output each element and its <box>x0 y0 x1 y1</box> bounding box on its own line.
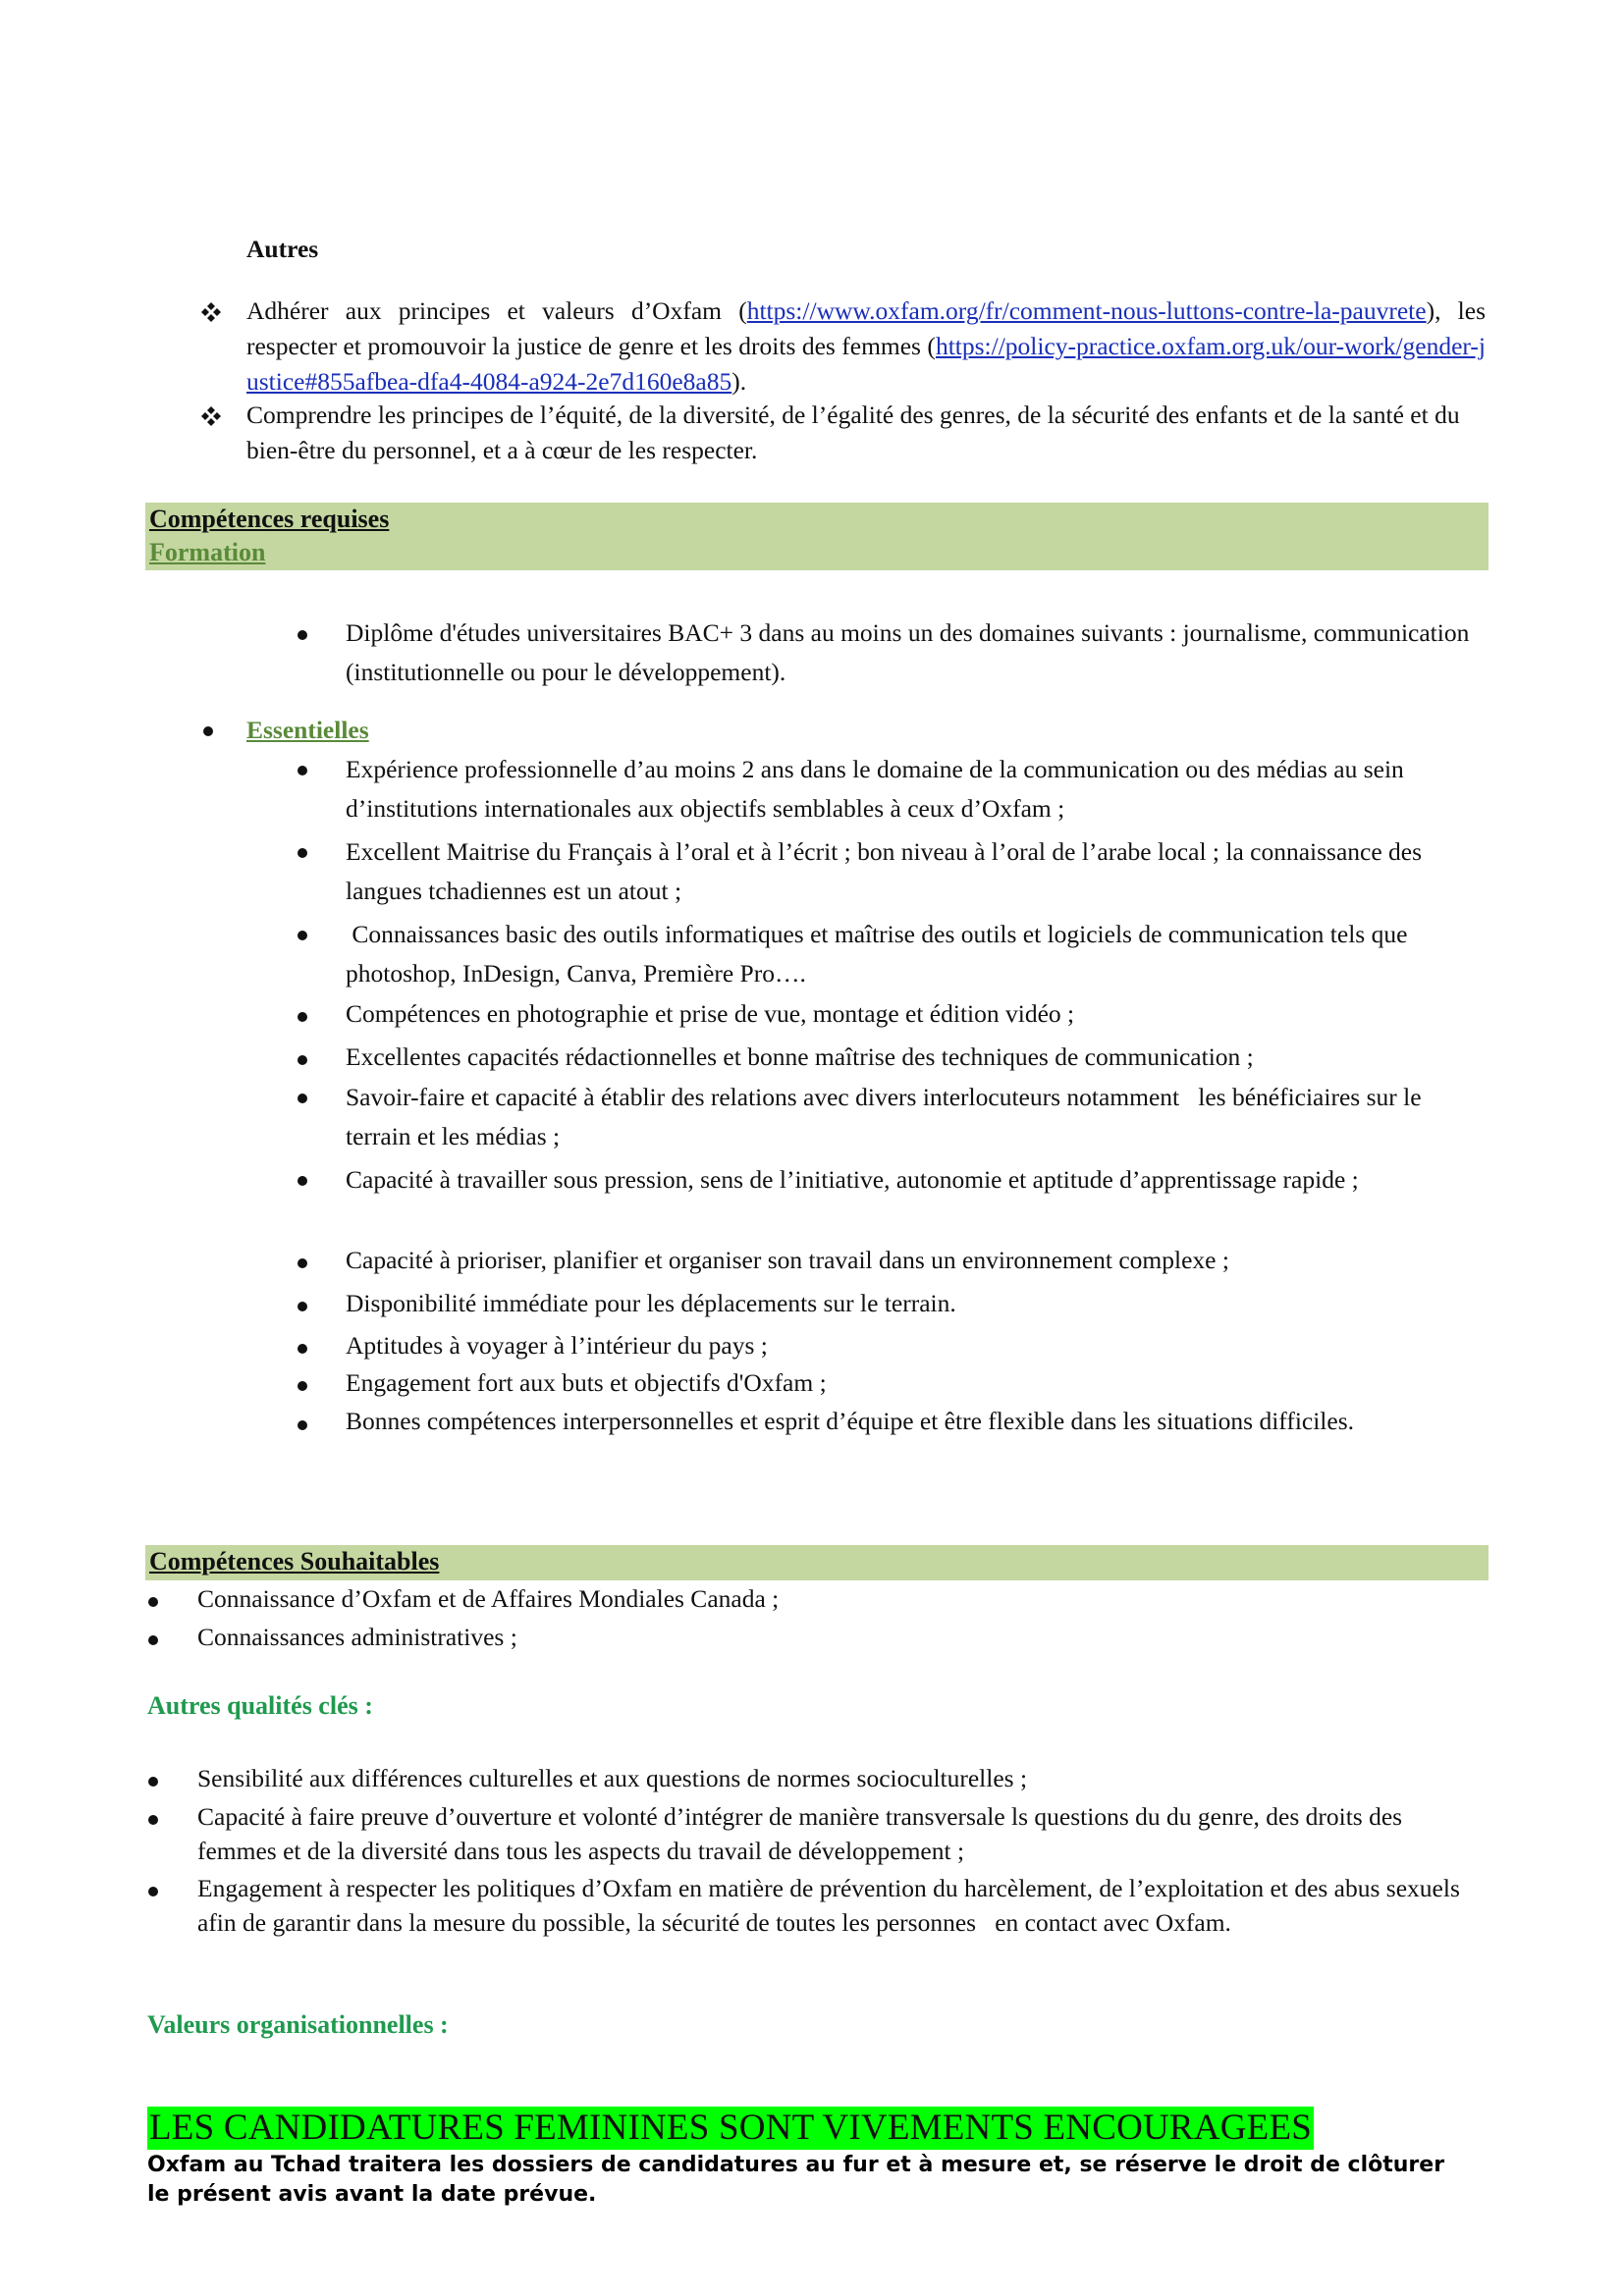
formation-label: Formation <box>149 538 266 566</box>
qualite-item: Capacité à faire preuve d’ouverture et volonté d’intégrer de manière transversale ls questions du du genre, des droits des femmes et de la diversité dans tous les aspects du travail de développement ; <box>197 1802 1403 1865</box>
bullet-icon <box>298 1094 307 1103</box>
competences-requises-band <box>145 503 1489 570</box>
competences-souhaitables-band <box>145 1545 1489 1580</box>
essentielle-item: Disponibilité immédiate pour les déplacements sur le terrain. <box>346 1289 956 1317</box>
bullet-icon <box>148 1887 158 1896</box>
essentielle-item: Engagement fort aux buts et objectifs d'Oxfam ; <box>346 1368 827 1397</box>
bullet-icon <box>298 931 307 940</box>
souhaitable-item: Connaissances administratives ; <box>197 1623 517 1651</box>
bullet-icon <box>298 1420 307 1430</box>
bullet-icon <box>298 1176 307 1186</box>
essentielle-item: Compétences en photographie et prise de vue, montage et édition vidéo ; <box>346 999 1075 1028</box>
qualite-item: Sensibilité aux différences culturelles et aux questions de normes socioculturelles ; <box>197 1764 1028 1792</box>
essentielle-item: Aptitudes à voyager à l’intérieur du pays ; <box>346 1331 768 1360</box>
valeurs-title: Valeurs organisationnelles : <box>147 2010 449 2039</box>
competences-souhaitables-title: Compétences Souhaitables <box>149 1547 440 1575</box>
oxfam-values-link[interactable]: https://www.oxfam.org/fr/comment-nous-luttons-contre-la-pauvrete <box>746 296 1427 325</box>
autres-item-principes: Adhérer aux principes et valeurs d’Oxfam (https://www.oxfam.org/fr/comment-nous-luttons-contre-la-pauvrete), les respecter et promouvoir la justice de genre et les droits des femmes (https://policy-practice.oxfam.org.uk/our-work/gender-justice#855afbea-dfa4-4084-a924-2e7d160e8a85). <box>246 296 1487 396</box>
bullet-icon <box>298 766 307 775</box>
bullet-icon <box>298 1381 307 1391</box>
bullet-icon <box>298 1344 307 1354</box>
formation-item: Diplôme d'études universitaires BAC+ 3 dans au moins un des domaines suivants : journalisme, communication (institutionnelle ou pour le développement). <box>346 618 1470 686</box>
essentielle-item: Excellentes capacités rédactionnelles et bonne maîtrise des techniques de communication ; <box>346 1042 1254 1071</box>
candidatures-feminines-banner: LES CANDIDATURES FEMININES SONT VIVEMENTS ENCOURAGEES <box>149 2108 1313 2148</box>
essentielle-item: Capacité à prioriser, planifier et organiser son travail dans un environnement complexe ; <box>346 1246 1229 1274</box>
autres-item-equite: Comprendre les principes de l’équité, de la diversité, de l’égalité des genres, de la sécurité des enfants et de la santé et du bien-être du personnel, et a à cœur de les respecter. <box>246 400 1460 464</box>
bullet-icon <box>148 1815 158 1825</box>
autres-qualites-title: Autres qualités clés : <box>147 1691 373 1720</box>
bullet-icon <box>298 1055 307 1065</box>
souhaitable-item: Connaissance d’Oxfam et de Affaires Mondiales Canada ; <box>197 1584 780 1613</box>
bullet-icon <box>148 1777 158 1787</box>
bullet-icon <box>298 1258 307 1268</box>
essentielle-item: Expérience professionnelle d’au moins 2 ans dans le domaine de la communication ou des médias au sein d’institutions internationales aux objectifs semblables à ceux d’Oxfam ; <box>346 755 1404 823</box>
autres-heading: Autres <box>246 235 319 263</box>
essentielle-item: Excellent Maitrise du Français à l’oral et à l’écrit ; bon niveau à l’oral de l’arabe local ; la connaissance des langues tchadiennes est un atout ; <box>346 837 1423 905</box>
bullet-icon <box>148 1635 158 1645</box>
essentielle-item: Capacité à travailler sous pression, sens de l’initiative, autonomie et aptitude d’apprentissage rapide ; <box>346 1165 1359 1194</box>
diamond-bullet-icon <box>200 405 222 427</box>
bullet-icon <box>298 1302 307 1311</box>
essentielles-label: Essentielles <box>246 716 369 744</box>
essentielle-item: Bonnes compétences interpersonnelles et esprit d’équipe et être flexible dans les situations difficiles. <box>346 1407 1355 1435</box>
qualite-item: Engagement à respecter les politiques d’Oxfam en matière de prévention du harcèlement, de l’exploitation et des abus sexuels afin de garantir dans la mesure du possible, la sécurité de toutes les personnes en contact avec Oxfam. <box>197 1874 1467 1937</box>
closing-notice: Oxfam au Tchad traitera les dossiers de candidatures au fur et à mesure et, se réserve le droit de clôturer le présent avis avant la date prévue. <box>147 2153 1445 2207</box>
bullet-icon <box>203 726 213 736</box>
bullet-icon <box>298 630 307 640</box>
diamond-bullet-icon <box>200 301 222 323</box>
bullet-icon <box>148 1597 158 1607</box>
essentielle-item: Savoir-faire et capacité à établir des relations avec divers interlocuteurs notamment les bénéficiaires sur le terrain et les médias ; <box>346 1083 1428 1150</box>
essentielle-item: Connaissances basic des outils informatiques et maîtrise des outils et logiciels de communication tels que photoshop, InDesign, Canva, Première Pro…. <box>346 920 1414 988</box>
bullet-icon <box>298 848 307 858</box>
bullet-icon <box>298 1012 307 1022</box>
competences-requises-title: Compétences requises <box>149 505 390 533</box>
gender-justice-link[interactable]: https://policy-practice.oxfam.org.uk/our-work/gender-justice#855afbea-dfa4-4084-a924-2e7d160e8a85 <box>246 332 1486 396</box>
